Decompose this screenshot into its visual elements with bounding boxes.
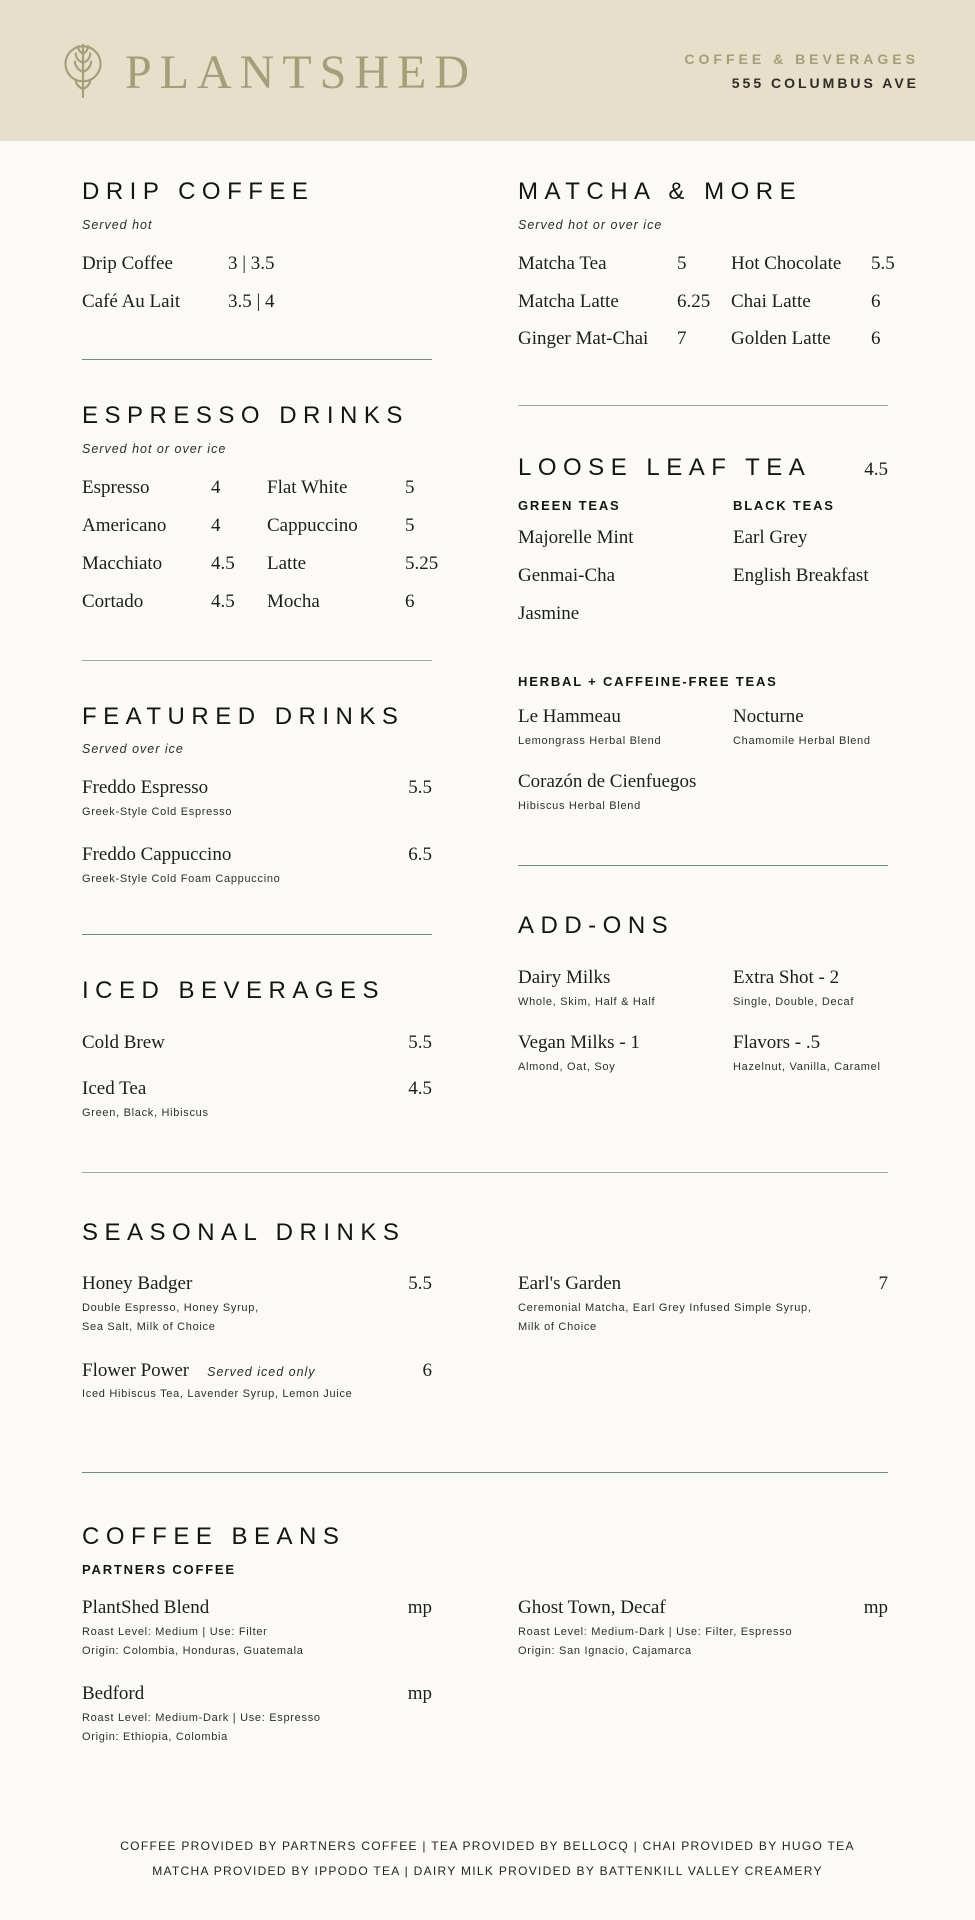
section-divider xyxy=(82,1172,888,1173)
menu-item xyxy=(82,290,432,314)
herbal-col-left xyxy=(518,705,733,815)
item-description: Almond, Oat, Soy xyxy=(518,1060,616,1073)
item-price: 3.5 | 4 xyxy=(228,290,275,312)
menu-item xyxy=(82,1031,432,1055)
item-name: Café Au Lait xyxy=(82,290,181,312)
item-description: Lemongrass Herbal Blend xyxy=(518,735,662,748)
menu-item xyxy=(733,966,888,1011)
list-heading: BLACK TEAS xyxy=(733,498,835,514)
item-name: Bedford xyxy=(82,1682,145,1704)
item-description: Iced Hibiscus Tea, Lavender Syrup, Lemon Juice xyxy=(82,1388,353,1401)
item-description: Sea Salt, Milk of Choice xyxy=(82,1321,216,1334)
footer-credits-line-2: MATCHA PROVIDED BY IPPODO TEA | DAIRY MILK PROVIDED BY BATTENKILL VALLEY CREAMERY xyxy=(152,1863,823,1878)
brand-name: PLANTSHED xyxy=(125,45,478,99)
section-note: Served over ice xyxy=(82,742,184,757)
menu-item xyxy=(82,843,432,888)
item-name: PlantShed Blend xyxy=(82,1596,210,1618)
item-name: English Breakfast xyxy=(733,564,869,586)
list-heading: PARTNERS COFFEE xyxy=(82,1562,236,1578)
item-description: Chamomile Herbal Blend xyxy=(733,735,871,748)
addons-list xyxy=(518,966,888,1076)
item-price: 3 | 3.5 xyxy=(228,252,275,274)
item-price: 6 xyxy=(422,1359,432,1381)
item-price: 4 xyxy=(211,515,221,536)
section-title: COFFEE BEANS xyxy=(82,1522,346,1550)
item-name: Chai Latte xyxy=(731,290,811,312)
item-name: Golden Latte xyxy=(731,328,831,350)
item-description: Roast Level: Medium | Use: Filter xyxy=(82,1625,268,1638)
item-price: 6 xyxy=(405,590,415,612)
beans-col-right xyxy=(518,1596,888,1746)
item-name: Latte xyxy=(267,552,307,574)
section-title: FEATURED DRINKS xyxy=(82,702,405,730)
item-name: Vegan Milks - 1 xyxy=(518,1031,640,1053)
item-name: Matcha Latte xyxy=(518,290,619,312)
column-left xyxy=(82,178,439,1122)
list-heading: HERBAL + CAFFEINE-FREE TEAS xyxy=(518,673,778,689)
menu-item xyxy=(518,966,733,1011)
item-name: Flat White xyxy=(267,477,348,499)
menu-item xyxy=(518,1272,888,1336)
section-divider xyxy=(518,405,888,406)
section-title: MATCHA & MORE xyxy=(518,178,803,205)
section-matcha-and-more xyxy=(518,178,895,406)
item-name: Drip Coffee xyxy=(82,252,173,274)
item-name: Espresso xyxy=(82,477,150,499)
item-name: Jasmine xyxy=(518,602,580,624)
menu-item xyxy=(82,252,432,276)
item-price: mp xyxy=(407,1682,432,1704)
section-divider xyxy=(518,865,888,866)
herbal-teas-list xyxy=(518,705,888,815)
section-coffee-beans xyxy=(82,1523,888,1746)
item-description: Milk of Choice xyxy=(518,1321,597,1334)
item-price: mp xyxy=(407,1596,432,1618)
item-name: Flavors - .5 xyxy=(733,1031,821,1053)
section-title: ICED BEVERAGES xyxy=(82,977,386,1005)
item-name: Earl's Garden xyxy=(518,1273,622,1295)
matcha-items xyxy=(518,252,895,352)
item-price: 5.5 xyxy=(871,252,895,274)
seasonal-col-right xyxy=(518,1272,888,1403)
header-tagline: COFFEE & BEVERAGES xyxy=(684,50,919,67)
item-name: Iced Tea xyxy=(82,1077,147,1099)
item-description: Whole, Skim, Half & Half xyxy=(518,995,656,1008)
plantshed-logo-icon xyxy=(56,39,110,103)
item-name: Freddo Espresso xyxy=(82,777,209,799)
item-name: Cappuccino xyxy=(267,515,358,536)
item-price: 7 xyxy=(677,328,687,350)
item-description: Ceremonial Matcha, Earl Grey Infused Simple Syrup, xyxy=(518,1302,812,1315)
item-name: Dairy Milks xyxy=(518,966,611,988)
item-name: Ginger Mat-Chai xyxy=(518,328,649,350)
menu-item xyxy=(733,705,888,750)
menu-item xyxy=(82,1359,432,1404)
item-price: 4.5 xyxy=(211,590,235,612)
item-price: 6.5 xyxy=(408,844,432,866)
section-espresso-drinks xyxy=(82,402,439,660)
item-price: 6 xyxy=(871,290,881,312)
menu-item xyxy=(82,1596,432,1660)
column-right xyxy=(518,178,895,1122)
item-name: Cold Brew xyxy=(82,1031,165,1053)
section-title: ADD-ONS xyxy=(518,912,675,940)
item-price: 7 xyxy=(878,1273,888,1295)
espresso-items xyxy=(82,476,439,614)
section-divider xyxy=(82,934,432,935)
section-divider xyxy=(82,359,432,360)
header-info xyxy=(684,51,919,91)
menu-item xyxy=(82,1272,432,1336)
brand xyxy=(56,39,477,103)
item-price: 5 xyxy=(677,252,687,274)
menu-item xyxy=(518,1031,733,1076)
item-name: Corazón de Cienfuegos xyxy=(518,771,697,793)
item-description: Hazelnut, Vanilla, Caramel xyxy=(733,1060,881,1073)
menu-item xyxy=(82,1682,432,1746)
beans-col-left xyxy=(82,1596,432,1746)
item-description: Greek-Style Cold Foam Cappuccino xyxy=(82,873,281,886)
menu-item xyxy=(518,770,733,815)
item-price: 4.5 xyxy=(211,552,235,574)
addons-col-left xyxy=(518,966,733,1076)
item-description: Green, Black, Hibiscus xyxy=(82,1106,209,1119)
section-iced-beverages xyxy=(82,977,432,1122)
seasonal-items xyxy=(82,1272,888,1403)
item-price: mp xyxy=(863,1596,888,1618)
section-title: ESPRESSO DRINKS xyxy=(82,402,409,430)
item-name: Genmai-Cha xyxy=(518,564,616,586)
item-name: Flower Power xyxy=(82,1359,190,1381)
section-note: Served hot or over ice xyxy=(518,217,663,232)
menu-item xyxy=(82,776,432,821)
item-description: Origin: San Ignacio, Cajamarca xyxy=(518,1644,692,1657)
menu-item xyxy=(82,1077,432,1122)
item-description: Origin: Ethiopia, Colombia xyxy=(82,1730,228,1743)
item-description: Roast Level: Medium-Dark | Use: Filter, Espresso xyxy=(518,1625,793,1638)
item-name: Ghost Town, Decaf xyxy=(518,1596,666,1618)
item-description: Origin: Colombia, Honduras, Guatemala xyxy=(82,1644,304,1657)
item-description: Hibiscus Herbal Blend xyxy=(518,800,641,813)
item-name: Cortado xyxy=(82,590,144,612)
section-divider xyxy=(82,1472,888,1473)
section-price: 4.5 xyxy=(864,459,888,481)
item-price: 5 xyxy=(405,477,415,499)
section-add-ons xyxy=(518,912,888,1076)
item-name: Freddo Cappuccino xyxy=(82,844,232,866)
green-teas-list xyxy=(518,498,733,639)
item-price: 6.25 xyxy=(677,290,711,312)
section-title: DRIP COFFEE xyxy=(82,178,315,205)
item-price: 6 xyxy=(871,328,881,350)
item-description: Single, Double, Decaf xyxy=(733,995,855,1008)
section-title: SEASONAL DRINKS xyxy=(82,1218,406,1246)
item-name: Earl Grey xyxy=(733,526,808,548)
seasonal-col-left xyxy=(82,1272,432,1403)
herbal-col-right xyxy=(733,705,888,815)
section-divider xyxy=(82,660,432,661)
section-title: LOOSE LEAF TEA xyxy=(518,454,812,482)
black-teas-list xyxy=(733,498,888,639)
menu-content xyxy=(0,141,975,1778)
item-name: Le Hammeau xyxy=(518,706,621,728)
item-name: Hot Chocolate xyxy=(731,252,842,274)
section-note: Served hot xyxy=(82,217,153,232)
item-price: 5.5 xyxy=(408,1273,432,1295)
item-description: Greek-Style Cold Espresso xyxy=(82,806,233,819)
header-address: 555 COLUMBUS AVE xyxy=(731,74,919,91)
item-price: 5.25 xyxy=(405,552,439,574)
item-price: 5.5 xyxy=(408,777,432,799)
footer xyxy=(0,1834,975,1920)
item-name: Americano xyxy=(82,515,167,536)
beans-items xyxy=(82,1596,888,1746)
item-name: Honey Badger xyxy=(82,1273,193,1295)
header xyxy=(0,0,975,141)
item-name: Macchiato xyxy=(82,552,163,574)
section-featured-drinks xyxy=(82,703,432,936)
menu-item xyxy=(518,705,733,750)
item-name: Extra Shot - 2 xyxy=(733,966,840,988)
footer-credits-line-1: COFFEE PROVIDED BY PARTNERS COFFEE | TEA PROVIDED BY BELLOCQ | CHAI PROVIDED BY HUGO TEA xyxy=(120,1838,855,1853)
section-seasonal-drinks xyxy=(82,1219,888,1404)
section-drip-coffee xyxy=(82,178,432,360)
menu-columns xyxy=(82,178,895,1122)
section-loose-leaf-tea xyxy=(518,454,888,866)
item-price: 4.5 xyxy=(408,1077,432,1099)
menu-item xyxy=(733,1031,888,1076)
item-name: Nocturne xyxy=(733,706,804,728)
item-description: Roast Level: Medium-Dark | Use: Espresso xyxy=(82,1711,321,1724)
tea-lists xyxy=(518,498,888,639)
list-heading: GREEN TEAS xyxy=(518,498,621,514)
item-name: Matcha Tea xyxy=(518,252,607,274)
item-name: Mocha xyxy=(267,590,320,612)
section-note: Served hot or over ice xyxy=(82,442,227,457)
item-price: 5 xyxy=(405,515,415,536)
item-price: 5.5 xyxy=(408,1031,432,1053)
item-note: Served iced only xyxy=(207,1364,316,1379)
menu-item xyxy=(518,1596,888,1660)
item-description: Double Espresso, Honey Syrup, xyxy=(82,1302,259,1315)
addons-col-right xyxy=(733,966,888,1076)
item-name: Majorelle Mint xyxy=(518,526,634,548)
item-price: 4 xyxy=(211,477,221,499)
